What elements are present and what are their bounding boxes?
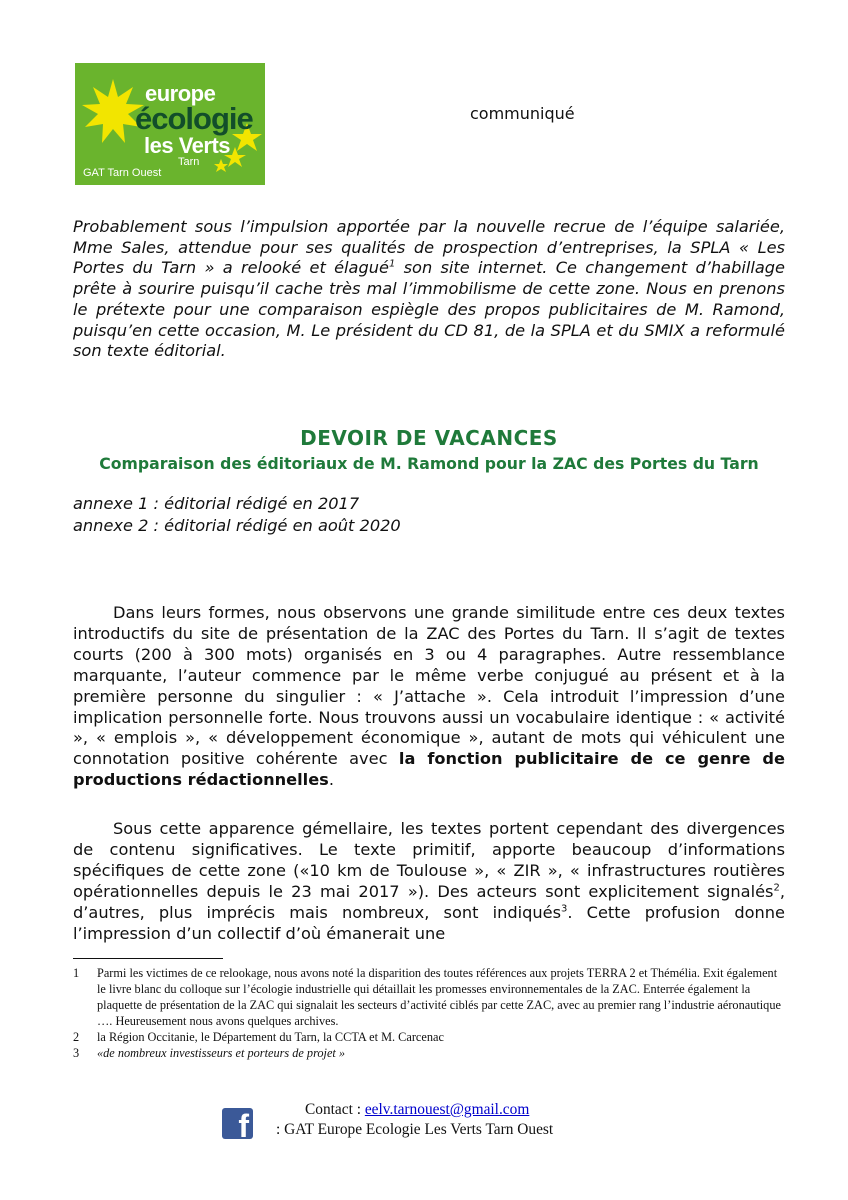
contact-label: Contact : [305, 1101, 365, 1118]
paragraph1-end: . [328, 770, 334, 790]
paragraph2-text-3: . Cette profusion donne l’impression d’un collectif d’où émanerait une [73, 902, 785, 943]
paragraph2-text-2: , d’autres, plus imprécis mais nombreux, sont indiqués [73, 881, 785, 922]
footnote-text: «de nombreux investisseurs et porteurs de projet » [97, 1046, 346, 1060]
intro-paragraph [73, 217, 785, 362]
footnotes [73, 965, 785, 1061]
footnote-3 [73, 1045, 785, 1061]
logo-group-text: GAT Tarn Ouest [83, 167, 162, 179]
paragraph1-bold-text: la fonction publicitaire de ce genre de productions rédactionnelles [73, 749, 785, 790]
page-subtitle: Comparaison des éditoriaux de M. Ramond pour la ZAC des Portes du Tarn [99, 454, 759, 473]
annex-item-2: annexe 2 : éditorial rédigé en août 2020 [73, 516, 401, 535]
paragraph2-text-1: Sous cette apparence gémellaire, les textes portent cependant des divergences de contenu significatives. Le texte primitif, apporte beaucoup d’informations spécifiques de cette zone («10 km de Toulouse », « ZIR », « infrastructures routières opérationnelles depuis le 23 mai 2017 »). Des acteurs sont explicitement signalés [73, 819, 785, 901]
facebook-page-text: : GAT Europe Ecologie Les Verts Tarn Ouest [276, 1121, 554, 1138]
footnote-ref-2: 2 [773, 882, 780, 894]
annex-item-1: annexe 1 : éditorial rédigé en 2017 [73, 494, 360, 513]
footnote-text: la Région Occitanie, le Département du Tarn, la CCTA et M. Carcenac [97, 1030, 444, 1044]
footnote-text: Parmi les victimes de ce relookage, nous avons noté la disparition des toutes références aux projets TERRA 2 et Thémélia. Exit également le livre blanc du colloque sur l’écologie industrielle qui détaillait les promesses environnementales de la ZAC. Enterrée également la plaquette de présentation de la ZAC qui signalait les secteurs d’activité ciblés par cette ZAC, avec au premier rang l’industrie aéronautique …. Heureusement nous avons quelques archives. [97, 966, 781, 1028]
footnote-1 [73, 965, 785, 1029]
footnote-number: 1 [73, 966, 80, 980]
document-type-label: communiqué [470, 104, 575, 123]
footnote-number: 2 [73, 1030, 80, 1044]
contact-line [305, 1101, 529, 1119]
footnote-ref-3: 3 [561, 903, 568, 915]
intro-text-start: Probablement sous l’impulsion apportée par la nouvelle recrue de l’équipe salariée, Mme Sales, attendue pour ses qualités de prospection d’entreprises, la SPLA « Les Portes du Tarn » a relooké et élagué [73, 217, 785, 278]
page-title: DEVOIR DE VACANCES [300, 426, 558, 450]
annex-list [73, 493, 785, 537]
footnote-separator [73, 958, 223, 959]
facebook-glyph: f [238, 1108, 249, 1139]
logo-europe-text: europe [145, 81, 216, 106]
paragraph1-text: Dans leurs formes, nous observons une grande similitude entre ces deux textes introductifs du site de présentation de la ZAC des Portes du Tarn. Il s’agit de textes courts (200 à 300 mots) organisés en 3 ou 4 paragraphes. Autre ressemblance marquante, l’auteur commence par le même verbe conjugué au présent et à la première personne du singulier : « J’attache ». Cela introduit l’impression d’une implication personnelle forte. Nous trouvons aussi un vocabulaire identique : « activité », « emplois », « développement économique », autant de mots qui véhiculent une connotation positive cohérente avec [73, 603, 785, 769]
logo-ecologie-text: écologie [135, 101, 253, 136]
body-paragraph-2 [73, 819, 785, 944]
facebook-icon[interactable] [222, 1108, 253, 1139]
footnote-ref-1: 1 [388, 259, 396, 271]
eelv-logo [75, 63, 265, 185]
logo-les-verts-text: les Verts [144, 133, 231, 158]
footnote-2 [73, 1029, 785, 1045]
body-paragraph-1 [73, 603, 785, 791]
footnote-number: 3 [73, 1046, 80, 1060]
contact-email-link[interactable]: eelv.tarnouest@gmail.com [364, 1101, 530, 1118]
logo-region-text: Tarn [178, 156, 200, 168]
intro-text-end: son site internet. Ce changement d’habillage prête à sourire puisqu’il cache très mal l’immobilisme de cette zone. Nous en prenons le prétexte pour une comparaison espiègle des propos publicitaires de M. Ramond, puisqu’en cette occasion, M. Le président du CD 81, de la SPLA et du SMIX a reformulé son texte éditorial. [73, 258, 785, 361]
